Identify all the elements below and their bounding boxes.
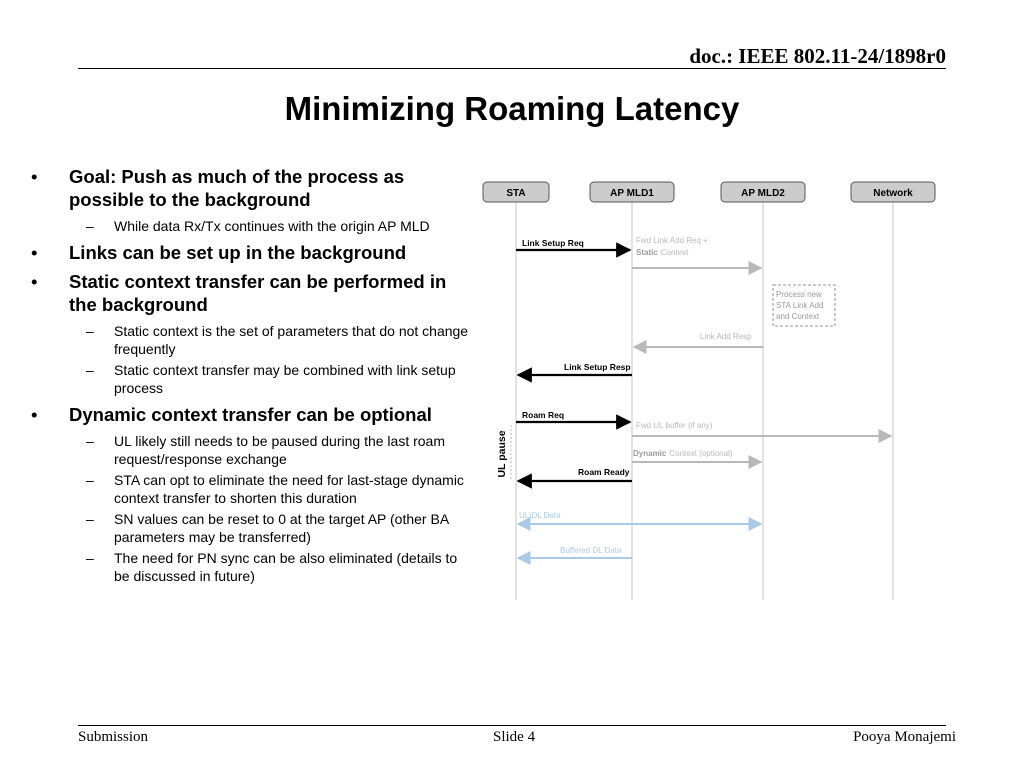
sub-bullet-text: STA can opt to eliminate the need for last-stage dynamic context transfer to shorten this duration bbox=[114, 472, 464, 506]
footer-divider bbox=[78, 725, 946, 726]
bullet-static-context: • Static context transfer can be performed in the background bbox=[31, 271, 447, 315]
sub-bullet-text: Static context transfer may be combined with link setup process bbox=[114, 362, 456, 396]
bullet-dynamic-context: • Dynamic context transfer can be optional bbox=[31, 404, 432, 425]
process-text-line: STA Link Add bbox=[776, 301, 824, 310]
entity-label: AP MLD1 bbox=[610, 188, 654, 199]
msg-link-setup-resp-label: Link Setup Resp bbox=[564, 362, 631, 372]
entity-label: Network bbox=[873, 188, 913, 199]
bullet-goal: • Goal: Push as much of the process as possible to the background bbox=[31, 166, 405, 210]
sub-bullet: – The need for PN sync can be also eliminated (details to be discussed in future) bbox=[86, 550, 458, 584]
bullet-links-setup: • Links can be set up in the background bbox=[31, 242, 407, 263]
process-text-line: Process new bbox=[776, 290, 822, 299]
footer-slide-number: Slide 4 bbox=[493, 729, 536, 745]
msg-dynamic-context-label: Dynamic Context (optional) bbox=[633, 449, 733, 458]
msg-link-add-resp-label: Link Add Resp bbox=[700, 332, 752, 341]
footer-submission: Submission bbox=[78, 729, 149, 745]
msg-link-setup-req-label: Link Setup Req bbox=[522, 238, 584, 248]
bullet-list bbox=[28, 165, 473, 588]
msg-roam-ready-label: Roam Ready bbox=[578, 467, 630, 477]
entity-sta bbox=[483, 182, 549, 202]
msg-roam-req-label: Roam Req bbox=[522, 410, 565, 420]
msg-fwd-ul-buffer-label: Fwd UL buffer (if any) bbox=[636, 421, 713, 430]
msg-fwd-link-add-req-label: Fwd Link Add Req + bbox=[636, 236, 708, 245]
sub-bullet: – UL likely still needs to be paused during the last roam request/response exchange bbox=[86, 433, 445, 467]
sub-bullet: – While data Rx/Tx continues with the origin AP MLD bbox=[86, 218, 430, 234]
entity-network bbox=[851, 182, 935, 202]
sub-bullet: – Static context transfer may be combined with link setup process bbox=[86, 362, 456, 396]
sub-bullet-text: UL likely still needs to be paused during the last roam request/response exchange bbox=[114, 433, 445, 467]
msg-buffered-dl-data-label: Buffered DL Data bbox=[560, 546, 622, 555]
header-divider bbox=[78, 68, 946, 69]
msg-ul-dl-data-label: UL\DL Data bbox=[519, 511, 561, 520]
slide-title: Minimizing Roaming Latency bbox=[284, 90, 740, 127]
sub-bullet-text: SN values can be reset to 0 at the target AP (other BA parameters may be transferred) bbox=[114, 511, 449, 545]
entity-ap-mld1 bbox=[590, 182, 674, 202]
process-text-line: and Context bbox=[776, 312, 820, 321]
ul-pause-label: UL pause bbox=[496, 430, 508, 478]
sub-bullet: – STA can opt to eliminate the need for last-stage dynamic context transfer to shorten this duration bbox=[86, 472, 464, 506]
sub-bullet: – SN values can be reset to 0 at the target AP (other BA parameters may be transferred) bbox=[86, 511, 449, 545]
process-new-link-box bbox=[773, 285, 835, 326]
msg-static-context-label: Static Context bbox=[636, 248, 689, 257]
document-id: doc.: IEEE 802.11-24/1898r0 bbox=[689, 44, 946, 68]
footer-author: Pooya Monajemi bbox=[853, 729, 956, 745]
bullet-text: Static context transfer can be performed in the background bbox=[69, 271, 447, 315]
entity-label: AP MLD2 bbox=[741, 188, 785, 199]
sub-bullet-text: The need for PN sync can be also eliminated (details to be discussed in future) bbox=[114, 550, 458, 584]
bullet-text: Links can be set up in the background bbox=[69, 242, 407, 263]
bullet-text: Goal: Push as much of the process as possible to the background bbox=[69, 166, 405, 210]
entity-label: STA bbox=[506, 188, 526, 199]
sub-bullet-text: Static context is the set of parameters that do not change frequently bbox=[114, 323, 469, 357]
sequence-diagram bbox=[478, 170, 948, 615]
sub-bullet-text: While data Rx/Tx continues with the origin AP MLD bbox=[114, 218, 430, 234]
entity-ap-mld2 bbox=[721, 182, 805, 202]
sub-bullet: – Static context is the set of parameters that do not change frequently bbox=[86, 323, 469, 357]
bullet-text: Dynamic context transfer can be optional bbox=[69, 404, 432, 425]
